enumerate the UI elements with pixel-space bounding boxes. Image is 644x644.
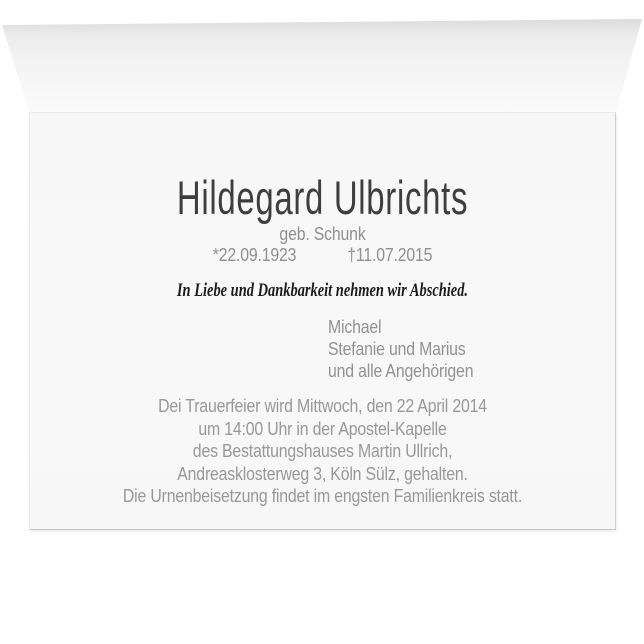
card-top-flap [0, 0, 644, 113]
mourner-line: Michael [328, 317, 382, 337]
dates-row [64, 246, 581, 264]
deceased-name: Hildegard Ulbrichts [176, 171, 469, 224]
funeral-detail-line: des Bestattungshauses Martin Ullrich, [192, 441, 453, 461]
mourner-line: und alle Angehörigen [328, 361, 474, 381]
mourner-line: Stefanie und Marius [328, 339, 466, 359]
mourners-list [328, 316, 473, 382]
funeral-detail-line: Andreasklosterweg 3, Köln Sülz, gehalten. [177, 463, 468, 484]
funeral-details [64, 395, 581, 508]
condolence-line: In Liebe und Dankbarkeit nehmen wir Abschied. [176, 280, 469, 301]
funeral-detail-line: Dei Trauerfeier wird Mittwoch, den 22 April 2014 [158, 396, 487, 416]
funeral-detail-line: Die Urnenbeisetzung findet im engsten Familienkreis statt. [122, 486, 523, 506]
birth-name: geb. Schunk [279, 224, 366, 244]
birth-date: *22.09.1923 [212, 245, 297, 265]
funeral-detail-line: um 14:00 Uhr in der Apostel-Kapelle [198, 418, 447, 439]
death-date: †11.07.2015 [347, 245, 433, 265]
